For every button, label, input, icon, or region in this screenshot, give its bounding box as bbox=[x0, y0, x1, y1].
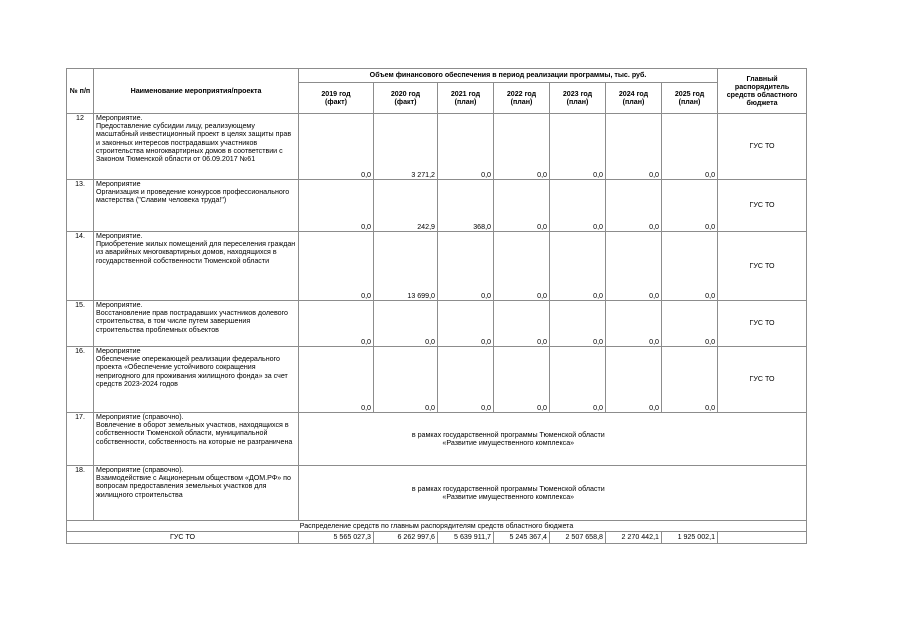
total-value: 1 925 002,1 bbox=[662, 532, 718, 544]
header-year-kind: (план) bbox=[622, 98, 645, 106]
distributor-cell: ГУС ТО bbox=[718, 347, 807, 413]
value-cell: 0,0 bbox=[494, 301, 550, 347]
table-row bbox=[67, 114, 807, 180]
value-cell: 3 271,2 bbox=[374, 114, 438, 180]
empty-distributor-cell bbox=[718, 466, 807, 521]
header-year bbox=[606, 83, 662, 114]
summary-label: Распределение средств по главным распорядителям средств областного бюджета bbox=[67, 521, 807, 532]
total-label: ГУС ТО bbox=[67, 532, 299, 544]
table-row bbox=[67, 301, 807, 347]
value-cell: 0,0 bbox=[494, 114, 550, 180]
row-number: 14. bbox=[67, 232, 94, 301]
program-reference-line2: «Развитие имущественного комплекса» bbox=[442, 439, 575, 447]
row-title: Мероприятие. bbox=[96, 232, 143, 240]
row-name bbox=[94, 347, 299, 413]
value-cell: 0,0 bbox=[662, 347, 718, 413]
table-row-reference bbox=[67, 466, 807, 521]
row-text: Приобретение жилых помещений для переселения граждан из аварийных многоквартирных домов, находящихся в государственной собственности Тюменской области bbox=[96, 240, 296, 265]
row-name bbox=[94, 301, 299, 347]
value-cell: 13 699,0 bbox=[374, 232, 438, 301]
row-name bbox=[94, 413, 299, 466]
value-cell: 242,9 bbox=[374, 180, 438, 232]
value-cell: 0,0 bbox=[550, 232, 606, 301]
program-reference-line1: в рамках государственной программы Тюменской области bbox=[411, 430, 605, 439]
value-cell: 0,0 bbox=[374, 301, 438, 347]
value-cell: 0,0 bbox=[438, 114, 494, 180]
value-cell: 0,0 bbox=[438, 232, 494, 301]
value-cell: 0,0 bbox=[299, 301, 374, 347]
header-year bbox=[550, 83, 606, 114]
header-name: Наименование мероприятия/проекта bbox=[94, 69, 299, 114]
value-cell: 0,0 bbox=[299, 232, 374, 301]
row-number: 12 bbox=[67, 114, 94, 180]
total-value: 5 245 367,4 bbox=[494, 532, 550, 544]
total-row bbox=[67, 532, 807, 544]
value-cell: 0,0 bbox=[494, 180, 550, 232]
row-text: Организация и проведение конкурсов профессионального мастерства ("Славим человека труда!") bbox=[96, 188, 290, 205]
value-cell: 0,0 bbox=[494, 347, 550, 413]
row-text: Обеспечение опережающей реализации федерального проекта «Обеспечение устойчивого сокращения непригодного для проживания жилищного фонда» за счет средств 2023-2024 годов bbox=[96, 355, 288, 388]
row-text: Восстановление прав пострадавших участников долевого строительства, в том числе путем завершения строительства проблемных объектов bbox=[96, 309, 288, 334]
value-cell: 368,0 bbox=[438, 180, 494, 232]
header-year bbox=[494, 83, 550, 114]
header-year-label: 2021 год bbox=[450, 89, 481, 98]
row-name bbox=[94, 466, 299, 521]
row-title: Мероприятие (справочно). bbox=[96, 466, 184, 474]
header-year-kind: (факт) bbox=[325, 98, 347, 106]
summary-row bbox=[67, 521, 807, 532]
empty-distributor-cell bbox=[718, 532, 807, 544]
distributor-cell: ГУС ТО bbox=[718, 232, 807, 301]
header-year bbox=[438, 83, 494, 114]
header-year-kind: (план) bbox=[678, 98, 701, 106]
row-title: Мероприятие. bbox=[96, 301, 143, 309]
value-cell: 0,0 bbox=[494, 232, 550, 301]
distributor-cell: ГУС ТО bbox=[718, 180, 807, 232]
header-distributor: Главный распорядитель средств областного бюджета bbox=[718, 69, 807, 114]
header-number: № п/п bbox=[67, 69, 94, 114]
header-year bbox=[662, 83, 718, 114]
row-title: Мероприятие (справочно). bbox=[96, 413, 184, 421]
header-year-kind: (план) bbox=[510, 98, 533, 106]
value-cell: 0,0 bbox=[438, 347, 494, 413]
total-value: 2 270 442,1 bbox=[606, 532, 662, 544]
header-year-kind: (план) bbox=[454, 98, 477, 106]
value-cell: 0,0 bbox=[662, 114, 718, 180]
value-cell: 0,0 bbox=[606, 232, 662, 301]
row-title: Мероприятие. bbox=[96, 114, 143, 122]
row-name bbox=[94, 114, 299, 180]
row-number: 17. bbox=[67, 413, 94, 466]
header-year bbox=[374, 83, 438, 114]
value-cell: 0,0 bbox=[374, 347, 438, 413]
distributor-cell: ГУС ТО bbox=[718, 114, 807, 180]
total-value: 6 262 997,6 bbox=[374, 532, 438, 544]
header-year-label: 2025 год bbox=[674, 89, 705, 98]
header-year-label: 2019 год bbox=[321, 89, 351, 98]
value-cell: 0,0 bbox=[606, 347, 662, 413]
value-cell: 0,0 bbox=[662, 301, 718, 347]
row-number: 18. bbox=[67, 466, 94, 521]
header-year-label: 2024 год bbox=[618, 89, 649, 98]
header-year-kind: (план) bbox=[566, 98, 589, 106]
row-title: Мероприятие bbox=[96, 180, 141, 188]
program-reference-line1: в рамках государственной программы Тюменской области bbox=[411, 484, 605, 493]
table-row bbox=[67, 180, 807, 232]
value-cell: 0,0 bbox=[299, 180, 374, 232]
row-name bbox=[94, 232, 299, 301]
row-name bbox=[94, 180, 299, 232]
value-cell: 0,0 bbox=[606, 114, 662, 180]
table-row bbox=[67, 232, 807, 301]
program-reference bbox=[299, 466, 718, 521]
row-text: Вовлечение в оборот земельных участков, находящихся в собственности Тюменской области, муниципальной собственности, собственность на которые не разграничена bbox=[96, 421, 293, 446]
total-value: 5 639 911,7 bbox=[438, 532, 494, 544]
value-cell: 0,0 bbox=[550, 301, 606, 347]
funding-table bbox=[66, 68, 807, 544]
row-number: 13. bbox=[67, 180, 94, 232]
row-text: Предоставление субсидии лицу, реализующему масштабный инвестиционный проект в целях защиты прав и законных интересов пострадавших участников строительства многоквартирных домов в соответствии с Законом Тюменской области от 06.09.2017 №61 bbox=[96, 122, 292, 164]
row-title: Мероприятие bbox=[96, 347, 141, 355]
value-cell: 0,0 bbox=[662, 232, 718, 301]
value-cell: 0,0 bbox=[606, 180, 662, 232]
row-number: 15. bbox=[67, 301, 94, 347]
distributor-cell: ГУС ТО bbox=[718, 301, 807, 347]
header-year-label: 2020 год bbox=[390, 89, 421, 98]
value-cell: 0,0 bbox=[550, 114, 606, 180]
table-row bbox=[67, 347, 807, 413]
total-value: 2 507 658,8 bbox=[550, 532, 606, 544]
value-cell: 0,0 bbox=[438, 301, 494, 347]
total-value: 5 565 027,3 bbox=[299, 532, 374, 544]
program-reference-line2: «Развитие имущественного комплекса» bbox=[442, 493, 575, 501]
value-cell: 0,0 bbox=[550, 347, 606, 413]
program-reference bbox=[299, 413, 718, 466]
header-year-kind: (факт) bbox=[394, 98, 417, 106]
value-cell: 0,0 bbox=[662, 180, 718, 232]
header-year-label: 2022 год bbox=[506, 89, 537, 98]
table-row-reference bbox=[67, 413, 807, 466]
value-cell: 0,0 bbox=[606, 301, 662, 347]
empty-distributor-cell bbox=[718, 413, 807, 466]
row-number: 16. bbox=[67, 347, 94, 413]
header-funding-group: Объем финансового обеспечения в период реализации программы, тыс. руб. bbox=[299, 69, 718, 83]
row-text: Взаимодействие с Акционерным обществом «ДОМ.РФ» по вопросам предоставления земельных участков для жилищного строительства bbox=[96, 474, 291, 499]
value-cell: 0,0 bbox=[299, 347, 374, 413]
value-cell: 0,0 bbox=[299, 114, 374, 180]
header-row-top bbox=[67, 69, 807, 83]
value-cell: 0,0 bbox=[550, 180, 606, 232]
header-year-label: 2023 год bbox=[562, 89, 593, 98]
header-year bbox=[299, 83, 374, 114]
